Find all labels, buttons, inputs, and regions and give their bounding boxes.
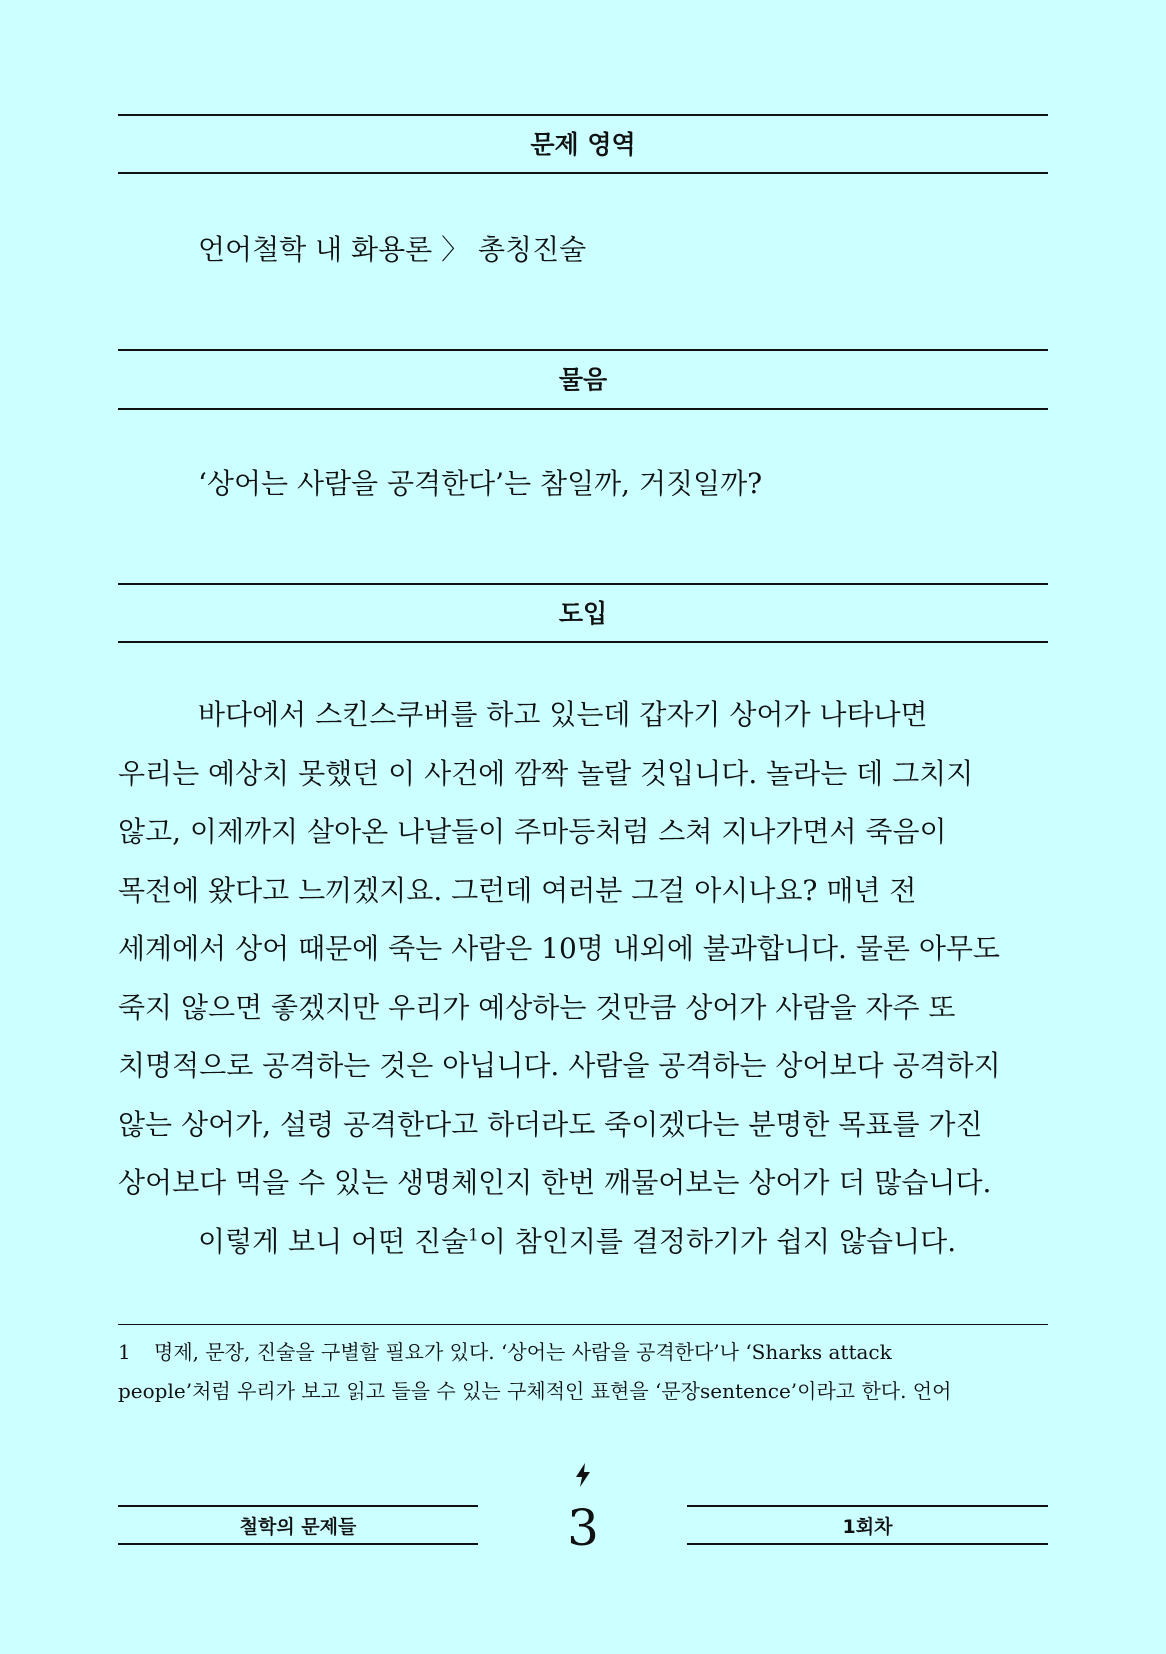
footnote-number: 1 bbox=[118, 1340, 131, 1364]
intro-last-line-before: 이렇게 보니 어떤 진술 bbox=[198, 1224, 469, 1258]
intro-line: 않는 상어가, 설령 공격한다고 하더라도 죽이겠다는 분명한 목표를 가진 bbox=[118, 1107, 983, 1141]
area-text: 언어철학 내 화용론 〉 총칭진술 bbox=[198, 233, 587, 266]
intro-body bbox=[118, 686, 1048, 1271]
intro-line: 않고, 이제까지 살아온 나날들이 주마등처럼 스쳐 지나가면서 죽음이 bbox=[118, 815, 947, 848]
question-text: ‘상어는 사람을 공격한다’는 참일까, 거짓일까? bbox=[198, 467, 763, 500]
footer-session-box bbox=[687, 1505, 1048, 1545]
footnote-divider bbox=[118, 1324, 1048, 1325]
intro-line: 세계에서 상어 때문에 죽는 사람은 10명 내외에 불과합니다. 물론 아무도 bbox=[118, 932, 1000, 965]
question-heading bbox=[118, 351, 1048, 408]
footnote-text: 명제, 문장, 진술을 구별할 필요가 있다. ‘상어는 사람을 공격한다’나 ‘Sharks attack bbox=[154, 1340, 892, 1364]
intro-last-line bbox=[118, 1213, 1048, 1272]
footnote bbox=[118, 1333, 1048, 1411]
area-bottom-rule bbox=[118, 172, 1048, 174]
intro-line: 목전에 왔다고 느끼겠지요. 그런데 여러분 그걸 아시나요? 매년 전 bbox=[118, 873, 917, 907]
intro-line: 치명적으로 공격하는 것은 아닙니다. 사람을 공격하는 상어보다 공격하지 bbox=[118, 1049, 1001, 1082]
intro-line: 상어보다 먹을 수 있는 생명체인지 한번 깨물어보는 상어가 더 많습니다. bbox=[118, 1166, 992, 1199]
footer-session: 1회차 bbox=[842, 1515, 893, 1538]
footer-book-title: 철학의 문제들 bbox=[239, 1515, 357, 1538]
footnote-reference: 1 bbox=[468, 1224, 479, 1245]
intro-last-line-after: 이 참인지를 결정하기가 쉽지 않습니다. bbox=[478, 1224, 957, 1258]
footnote-line: people’처럼 우리가 보고 읽고 들을 수 있는 구체적인 표현을 ‘문장sentence’이라고 한다. 언어 bbox=[118, 1379, 952, 1403]
intro-line: 우리는 예상치 못했던 이 사건에 깜짝 놀랄 것입니다. 놀라는 데 그치지 bbox=[118, 756, 974, 790]
intro-line: 바다에서 스킨스쿠버를 하고 있는데 갑자기 상어가 나타나면 bbox=[198, 698, 928, 731]
question-bottom-rule bbox=[118, 408, 1048, 410]
intro-bottom-rule bbox=[118, 641, 1048, 643]
page-number: 3 bbox=[567, 1499, 599, 1557]
intro-heading-text: 도입 bbox=[558, 598, 608, 628]
lightning-icon bbox=[574, 1463, 592, 1487]
intro-heading bbox=[118, 585, 1048, 641]
footnote-line bbox=[118, 1333, 1048, 1372]
intro-line: 죽지 않으면 좋겠지만 우리가 예상하는 것만큼 상어가 사람을 자주 또 bbox=[118, 990, 956, 1024]
question-heading-text: 물음 bbox=[558, 365, 608, 394]
footer-book-title-box bbox=[118, 1505, 478, 1545]
area-heading bbox=[118, 116, 1048, 173]
area-heading-text: 문제 영역 bbox=[530, 130, 636, 159]
